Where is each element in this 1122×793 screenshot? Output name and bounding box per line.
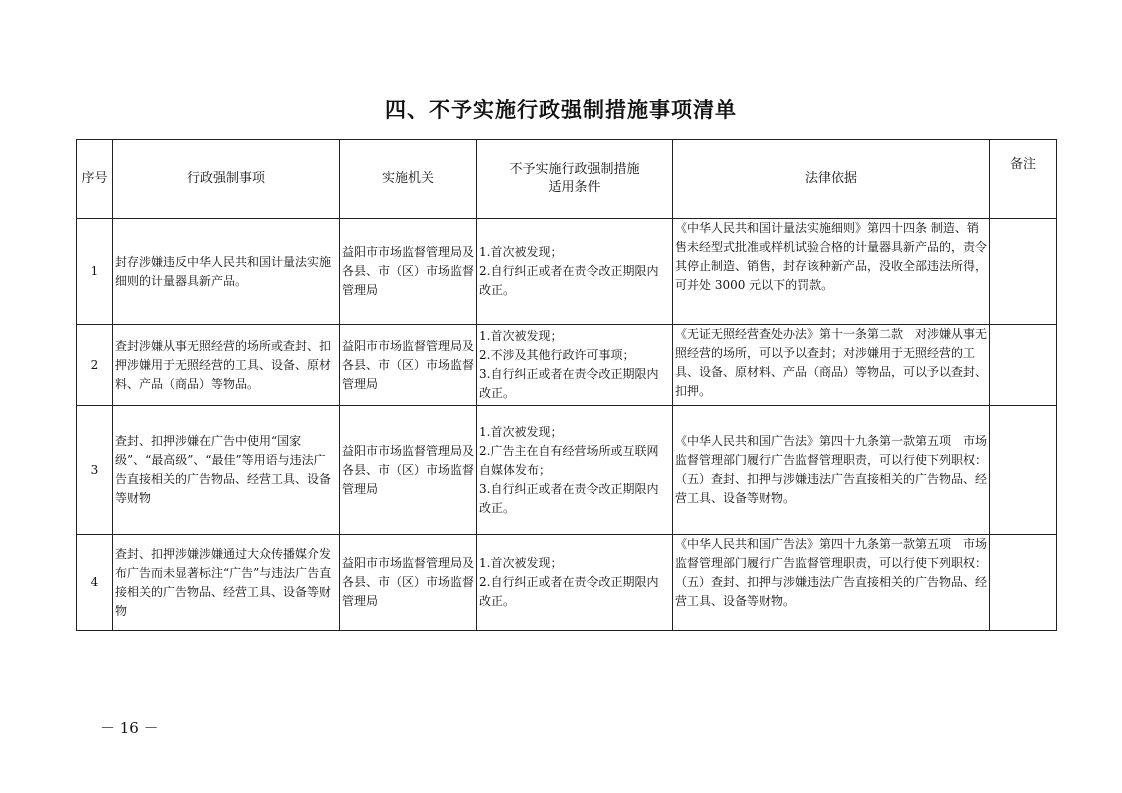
header-remark: 备注	[990, 140, 1057, 219]
header-condition-line2: 适用条件	[548, 180, 601, 195]
table-row	[77, 325, 1057, 406]
condition-line: 1.首次被发现；	[479, 556, 563, 570]
page-number: － 16 －	[100, 719, 159, 737]
row-seq: 3	[77, 406, 113, 535]
condition-line: 3.自行纠正或者在责令改正期限内改正。	[479, 367, 659, 400]
condition-line: 1.首次被发现；	[479, 245, 563, 259]
condition-line: 2.自行纠正或者在责令改正期限内改正。	[479, 575, 659, 608]
row-remark	[990, 219, 1057, 325]
table-row	[77, 535, 1057, 631]
row-seq: 2	[77, 325, 113, 406]
row-agency: 益阳市市场监督管理局及各县、市（区）市场监督管理局	[340, 406, 477, 535]
row-basis: 《中华人民共和国计量法实施细则》第四十四条 制造、销售未经型式批准或样机试验合格的计量器具新产品的，责令其停止制造、销售，封存该种新产品，没收全部违法所得，可并处 3000 元以下的罚款。	[673, 219, 990, 325]
row-remark	[990, 535, 1057, 631]
header-condition-line1: 不予实施行政强制措施	[509, 162, 640, 177]
condition-line: 3.自行纠正或者在责令改正期限内改正。	[479, 481, 659, 515]
header-basis: 法律依据	[673, 140, 990, 219]
row-agency: 益阳市市场监督管理局及各县、市（区）市场监督管理局	[340, 535, 477, 631]
table-row	[77, 219, 1057, 325]
condition-line: 2.自行纠正或者在责令改正期限内改正。	[479, 264, 659, 297]
row-conditions	[477, 219, 673, 325]
row-item: 查封、扣押涉嫌在广告中使用“国家级”、“最高级”、“最佳”等用语与违法广告直接相关的广告物品、经营工具、设备等财物	[113, 406, 340, 535]
table-row	[77, 406, 1057, 535]
row-basis: 《中华人民共和国广告法》第四十九条第一款第五项 市场监督管理部门履行广告监督管理职责，可以行使下列职权：（五）查封、扣押与涉嫌违法广告直接相关的广告物品、经营工具、设备等财物。	[673, 406, 990, 535]
condition-line: 1.首次被发现；	[479, 329, 563, 343]
row-conditions	[477, 535, 673, 631]
table-header-row	[77, 140, 1057, 219]
header-condition	[477, 140, 673, 219]
row-basis: 《中华人民共和国广告法》第四十九条第一款第五项 市场监督管理部门履行广告监督管理职责，可以行使下列职权：（五）查封、扣押与涉嫌违法广告直接相关的广告物品、经营工具、设备等财物。	[673, 535, 990, 631]
row-item: 封存涉嫌违反中华人民共和国计量法实施细则的计量器具新产品。	[113, 219, 340, 325]
row-item: 查封、扣押涉嫌涉嫌通过大众传播媒介发布广告而未显著标注“广告”与违法广告直接相关的广告物品、经营工具、设备等财物	[113, 535, 340, 631]
header-item: 行政强制事项	[113, 140, 340, 219]
row-item: 查封涉嫌从事无照经营的场所或查封、扣押涉嫌用于无照经营的工具、设备、原材料、产品（商品）等物品。	[113, 325, 340, 406]
measures-table	[76, 139, 1057, 631]
row-remark	[990, 325, 1057, 406]
header-seq: 序号	[77, 140, 113, 219]
row-agency: 益阳市市场监督管理局及各县、市（区）市场监督管理局	[340, 219, 477, 325]
page-title: 四、不予实施行政强制措施事项清单	[385, 98, 737, 122]
condition-line: 2.广告主在自有经营场所或互联网自媒体发布；	[479, 443, 659, 477]
row-conditions	[477, 406, 673, 535]
row-conditions	[477, 325, 673, 406]
header-agency: 实施机关	[340, 140, 477, 219]
condition-line: 2.不涉及其他行政许可事项；	[479, 348, 635, 362]
row-seq: 1	[77, 219, 113, 325]
row-agency: 益阳市市场监督管理局及各县、市（区）市场监督管理局	[340, 325, 477, 406]
row-seq: 4	[77, 535, 113, 631]
row-remark	[990, 406, 1057, 535]
condition-line: 1.首次被发现；	[479, 424, 563, 439]
row-basis: 《无证无照经营查处办法》第十一条第二款 对涉嫌从事无照经营的场所，可以予以查封；对涉嫌用于无照经营的工具、设备、原材料、产品（商品）等物品，可以予以查封、扣押。	[673, 325, 990, 406]
